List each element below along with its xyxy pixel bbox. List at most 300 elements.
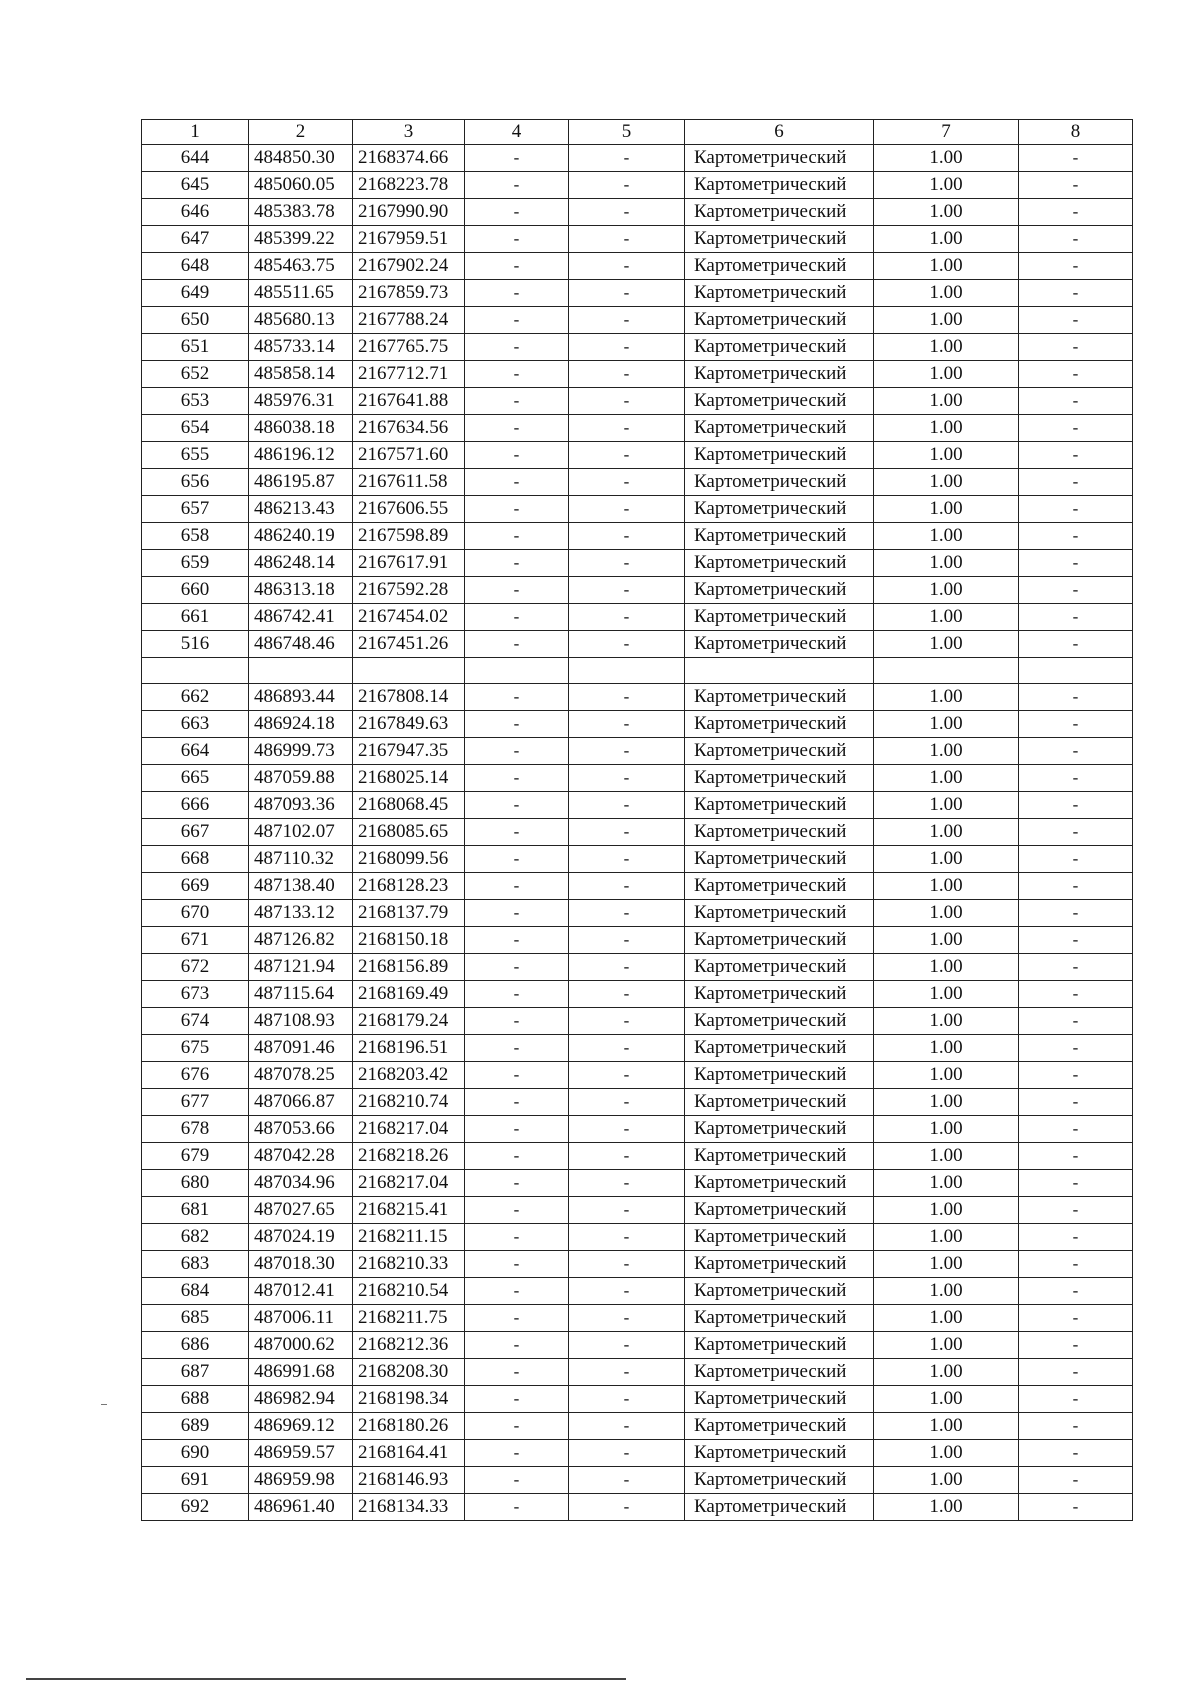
point-number-cell: 679 [142,1143,249,1170]
col4-value-cell: - [465,523,569,550]
method-cell: Картометрический [685,1278,874,1305]
col4-value-cell: - [465,388,569,415]
col5-value-cell: - [569,954,685,981]
col8-value-cell: - [1019,496,1133,523]
col4-value-cell: - [465,1224,569,1251]
col5-value-cell: - [569,738,685,765]
col8-value-cell: - [1019,684,1133,711]
col8-value-cell: - [1019,873,1133,900]
method-cell: Картометрический [685,873,874,900]
col4-value-cell: - [465,1197,569,1224]
y-coordinate-cell: 2168025.14 [353,765,465,792]
point-number-cell: 656 [142,469,249,496]
point-number-cell: 645 [142,172,249,199]
x-coordinate-cell: 485060.05 [249,172,353,199]
col4-value-cell: - [465,280,569,307]
x-coordinate-cell: 487121.94 [249,954,353,981]
col5-value-cell: - [569,846,685,873]
method-cell: Картометрический [685,792,874,819]
y-coordinate-cell: 2167712.71 [353,361,465,388]
method-cell: Картометрический [685,1035,874,1062]
col5-value-cell: - [569,577,685,604]
col4-value-cell: - [465,1089,569,1116]
x-coordinate-cell: 485733.14 [249,334,353,361]
method-cell: Картометрический [685,738,874,765]
col8-value-cell: - [1019,981,1133,1008]
col8-value-cell: - [1019,388,1133,415]
method-cell: Картометрический [685,496,874,523]
accuracy-cell: 1.00 [874,496,1019,523]
point-number-cell: 672 [142,954,249,981]
x-coordinate-cell: 487102.07 [249,819,353,846]
method-cell: Картометрический [685,415,874,442]
accuracy-cell: 1.00 [874,873,1019,900]
y-coordinate-cell: 2167611.58 [353,469,465,496]
y-coordinate-cell: 2168169.49 [353,981,465,1008]
col5-value-cell: - [569,1224,685,1251]
header-cell-2: 2 [249,120,353,145]
col4-value-cell: - [465,846,569,873]
table-row [142,1089,1133,1116]
col5-value-cell: - [569,307,685,334]
table-row [142,226,1133,253]
header-cell-5: 5 [569,120,685,145]
table-row [142,1278,1133,1305]
y-coordinate-cell: 2168164.41 [353,1440,465,1467]
header-cell-6: 6 [685,120,874,145]
table-row [142,1332,1133,1359]
scan-footer-line [26,1678,626,1680]
x-coordinate-cell: 486038.18 [249,415,353,442]
table-separator-row [142,658,1133,684]
accuracy-cell: 1.00 [874,1305,1019,1332]
table-row [142,1305,1133,1332]
col4-value-cell: - [465,307,569,334]
point-number-cell [142,658,249,684]
col5-value-cell: - [569,1440,685,1467]
point-number-cell: 680 [142,1170,249,1197]
x-coordinate-cell: 485383.78 [249,199,353,226]
accuracy-cell: 1.00 [874,1224,1019,1251]
col8-value-cell: - [1019,334,1133,361]
accuracy-cell: 1.00 [874,442,1019,469]
table-row [142,1440,1133,1467]
method-cell: Картометрический [685,1089,874,1116]
col8-value-cell: - [1019,1494,1133,1521]
y-coordinate-cell: 2167571.60 [353,442,465,469]
accuracy-cell: 1.00 [874,765,1019,792]
point-number-cell: 677 [142,1089,249,1116]
col4-value-cell: - [465,1332,569,1359]
x-coordinate-cell: 487126.82 [249,927,353,954]
y-coordinate-cell: 2167808.14 [353,684,465,711]
table-row [142,1197,1133,1224]
col8-value-cell: - [1019,604,1133,631]
accuracy-cell: 1.00 [874,523,1019,550]
x-coordinate-cell: 487034.96 [249,1170,353,1197]
accuracy-cell: 1.00 [874,415,1019,442]
method-cell: Картометрический [685,1251,874,1278]
method-cell: Картометрический [685,846,874,873]
y-coordinate-cell: 2168068.45 [353,792,465,819]
accuracy-cell: 1.00 [874,954,1019,981]
col8-value-cell: - [1019,954,1133,981]
x-coordinate-cell: 487110.32 [249,846,353,873]
x-coordinate-cell: 487093.36 [249,792,353,819]
y-coordinate-cell [353,658,465,684]
col8-value-cell: - [1019,1413,1133,1440]
table-row [142,388,1133,415]
accuracy-cell: 1.00 [874,361,1019,388]
col5-value-cell: - [569,1170,685,1197]
x-coordinate-cell: 487066.87 [249,1089,353,1116]
table-row [142,253,1133,280]
accuracy-cell: 1.00 [874,1143,1019,1170]
method-cell: Картометрический [685,577,874,604]
x-coordinate-cell: 487006.11 [249,1305,353,1332]
table-row [142,172,1133,199]
table-row [142,1062,1133,1089]
point-number-cell: 691 [142,1467,249,1494]
col4-value-cell: - [465,927,569,954]
table-row [142,442,1133,469]
y-coordinate-cell: 2168211.15 [353,1224,465,1251]
point-number-cell: 685 [142,1305,249,1332]
y-coordinate-cell: 2168137.79 [353,900,465,927]
point-number-cell: 667 [142,819,249,846]
x-coordinate-cell: 486196.12 [249,442,353,469]
x-coordinate-cell: 485463.75 [249,253,353,280]
col5-value-cell: - [569,361,685,388]
x-coordinate-cell: 486991.68 [249,1359,353,1386]
method-cell: Картометрический [685,307,874,334]
col8-value-cell: - [1019,1386,1133,1413]
col4-value-cell: - [465,1386,569,1413]
col8-value-cell: - [1019,1305,1133,1332]
method-cell: Картометрический [685,1467,874,1494]
method-cell: Картометрический [685,172,874,199]
x-coordinate-cell: 485511.65 [249,280,353,307]
col8-value-cell: - [1019,1143,1133,1170]
y-coordinate-cell: 2167765.75 [353,334,465,361]
col5-value-cell: - [569,1116,685,1143]
table-row [142,1116,1133,1143]
col8-value-cell: - [1019,819,1133,846]
x-coordinate-cell: 486240.19 [249,523,353,550]
col8-value-cell: - [1019,172,1133,199]
accuracy-cell: 1.00 [874,145,1019,172]
table-row [142,1467,1133,1494]
accuracy-cell: 1.00 [874,631,1019,658]
col5-value-cell: - [569,1035,685,1062]
col4-value-cell: - [465,1251,569,1278]
point-number-cell: 653 [142,388,249,415]
accuracy-cell: 1.00 [874,1008,1019,1035]
point-number-cell: 682 [142,1224,249,1251]
point-number-cell: 671 [142,927,249,954]
x-coordinate-cell: 486195.87 [249,469,353,496]
accuracy-cell: 1.00 [874,550,1019,577]
accuracy-cell: 1.00 [874,469,1019,496]
col5-value-cell: - [569,1143,685,1170]
method-cell: Картометрический [685,631,874,658]
col5-value-cell: - [569,927,685,954]
col4-value-cell: - [465,1305,569,1332]
accuracy-cell: 1.00 [874,172,1019,199]
point-number-cell: 663 [142,711,249,738]
table-row [142,496,1133,523]
table-row [142,1170,1133,1197]
header-cell-8: 8 [1019,120,1133,145]
col4-value-cell: - [465,1278,569,1305]
col8-value-cell: - [1019,226,1133,253]
col8-value-cell: - [1019,1278,1133,1305]
table-row [142,604,1133,631]
y-coordinate-cell: 2168179.24 [353,1008,465,1035]
col4-value-cell: - [465,577,569,604]
col8-value-cell: - [1019,280,1133,307]
col8-value-cell: - [1019,442,1133,469]
y-coordinate-cell: 2168212.36 [353,1332,465,1359]
point-number-cell: 660 [142,577,249,604]
col4-value-cell: - [465,226,569,253]
table-row [142,738,1133,765]
x-coordinate-cell: 487018.30 [249,1251,353,1278]
method-cell: Картометрический [685,1008,874,1035]
x-coordinate-cell: 487027.65 [249,1197,353,1224]
col4-value-cell: - [465,792,569,819]
point-number-cell: 675 [142,1035,249,1062]
col8-value-cell: - [1019,900,1133,927]
y-coordinate-cell: 2168150.18 [353,927,465,954]
col8-value-cell [1019,658,1133,684]
method-cell: Картометрический [685,765,874,792]
point-number-cell: 676 [142,1062,249,1089]
col8-value-cell: - [1019,631,1133,658]
col5-value-cell: - [569,1278,685,1305]
point-number-cell: 669 [142,873,249,900]
accuracy-cell: 1.00 [874,1035,1019,1062]
point-number-cell: 684 [142,1278,249,1305]
method-cell: Картометрический [685,1413,874,1440]
col4-value-cell: - [465,1467,569,1494]
accuracy-cell: 1.00 [874,738,1019,765]
col4-value-cell: - [465,1035,569,1062]
accuracy-cell: 1.00 [874,1197,1019,1224]
method-cell: Картометрический [685,981,874,1008]
point-number-cell: 689 [142,1413,249,1440]
accuracy-cell: 1.00 [874,1440,1019,1467]
col5-value-cell: - [569,172,685,199]
y-coordinate-cell: 2167788.24 [353,307,465,334]
col5-value-cell: - [569,900,685,927]
point-number-cell: 658 [142,523,249,550]
table-row [142,415,1133,442]
method-cell: Картометрический [685,954,874,981]
accuracy-cell: 1.00 [874,1413,1019,1440]
table-row [142,469,1133,496]
x-coordinate-cell: 485858.14 [249,361,353,388]
col8-value-cell: - [1019,738,1133,765]
col5-value-cell: - [569,334,685,361]
col8-value-cell: - [1019,846,1133,873]
col4-value-cell: - [465,1116,569,1143]
accuracy-cell: 1.00 [874,388,1019,415]
point-number-cell: 516 [142,631,249,658]
x-coordinate-cell: 486924.18 [249,711,353,738]
table-row [142,145,1133,172]
scan-margin-mark [101,1404,107,1405]
col5-value-cell: - [569,523,685,550]
accuracy-cell: 1.00 [874,226,1019,253]
table-row [142,684,1133,711]
col4-value-cell: - [465,900,569,927]
col4-value-cell: - [465,334,569,361]
col5-value-cell: - [569,415,685,442]
col5-value-cell: - [569,145,685,172]
y-coordinate-cell: 2167641.88 [353,388,465,415]
x-coordinate-cell: 487042.28 [249,1143,353,1170]
x-coordinate-cell: 486999.73 [249,738,353,765]
point-number-cell: 664 [142,738,249,765]
accuracy-cell: 1.00 [874,981,1019,1008]
point-number-cell: 652 [142,361,249,388]
y-coordinate-cell: 2167859.73 [353,280,465,307]
point-number-cell: 649 [142,280,249,307]
col5-value-cell: - [569,1413,685,1440]
col4-value-cell: - [465,1494,569,1521]
col8-value-cell: - [1019,1440,1133,1467]
col8-value-cell: - [1019,199,1133,226]
accuracy-cell: 1.00 [874,1116,1019,1143]
point-number-cell: 654 [142,415,249,442]
y-coordinate-cell: 2167592.28 [353,577,465,604]
col5-value-cell: - [569,226,685,253]
col4-value-cell: - [465,253,569,280]
y-coordinate-cell: 2167947.35 [353,738,465,765]
point-number-cell: 661 [142,604,249,631]
method-cell: Картометрический [685,1440,874,1467]
y-coordinate-cell: 2167451.26 [353,631,465,658]
header-cell-3: 3 [353,120,465,145]
col4-value-cell: - [465,604,569,631]
accuracy-cell: 1.00 [874,819,1019,846]
y-coordinate-cell: 2167959.51 [353,226,465,253]
table-row [142,1413,1133,1440]
col4-value-cell: - [465,145,569,172]
col8-value-cell: - [1019,1197,1133,1224]
x-coordinate-cell: 487133.12 [249,900,353,927]
col8-value-cell: - [1019,1062,1133,1089]
x-coordinate-cell: 486313.18 [249,577,353,604]
x-coordinate-cell: 486969.12 [249,1413,353,1440]
table-row [142,523,1133,550]
col4-value-cell: - [465,1413,569,1440]
accuracy-cell: 1.00 [874,1089,1019,1116]
accuracy-cell: 1.00 [874,1386,1019,1413]
method-cell: Картометрический [685,1494,874,1521]
method-cell: Картометрический [685,900,874,927]
point-number-cell: 657 [142,496,249,523]
method-cell: Картометрический [685,253,874,280]
x-coordinate-cell: 486961.40 [249,1494,353,1521]
table-row [142,631,1133,658]
method-cell: Картометрический [685,442,874,469]
col4-value-cell: - [465,684,569,711]
col5-value-cell: - [569,1332,685,1359]
y-coordinate-cell: 2167606.55 [353,496,465,523]
method-cell: Картометрический [685,1332,874,1359]
accuracy-cell: 1.00 [874,846,1019,873]
col5-value-cell: - [569,469,685,496]
table-row [142,550,1133,577]
y-coordinate-cell: 2168099.56 [353,846,465,873]
x-coordinate-cell: 487115.64 [249,981,353,1008]
col8-value-cell: - [1019,307,1133,334]
table-row [142,307,1133,334]
point-number-cell: 692 [142,1494,249,1521]
point-number-cell: 687 [142,1359,249,1386]
table-row [142,199,1133,226]
col5-value-cell [569,658,685,684]
col4-value-cell: - [465,981,569,1008]
accuracy-cell: 1.00 [874,307,1019,334]
method-cell: Картометрический [685,819,874,846]
y-coordinate-cell: 2168218.26 [353,1143,465,1170]
col5-value-cell: - [569,819,685,846]
col8-value-cell: - [1019,1008,1133,1035]
table-row [142,711,1133,738]
col4-value-cell: - [465,361,569,388]
table-row [142,1035,1133,1062]
col4-value-cell: - [465,711,569,738]
col5-value-cell: - [569,765,685,792]
method-cell: Картометрический [685,1305,874,1332]
method-cell: Картометрический [685,1197,874,1224]
col4-value-cell: - [465,415,569,442]
accuracy-cell: 1.00 [874,1278,1019,1305]
y-coordinate-cell: 2168211.75 [353,1305,465,1332]
accuracy-cell: 1.00 [874,604,1019,631]
accuracy-cell: 1.00 [874,280,1019,307]
table-row [142,900,1133,927]
y-coordinate-cell: 2168128.23 [353,873,465,900]
accuracy-cell: 1.00 [874,792,1019,819]
point-number-cell: 655 [142,442,249,469]
y-coordinate-cell: 2168146.93 [353,1467,465,1494]
table-row [142,873,1133,900]
col5-value-cell: - [569,496,685,523]
y-coordinate-cell: 2168203.42 [353,1062,465,1089]
accuracy-cell [874,658,1019,684]
table-row [142,361,1133,388]
x-coordinate-cell: 484850.30 [249,145,353,172]
table-header-row [142,120,1133,145]
col5-value-cell: - [569,1197,685,1224]
point-number-cell: 651 [142,334,249,361]
col4-value-cell: - [465,172,569,199]
col8-value-cell: - [1019,1035,1133,1062]
x-coordinate-cell: 487078.25 [249,1062,353,1089]
col5-value-cell: - [569,981,685,1008]
col8-value-cell: - [1019,711,1133,738]
point-number-cell: 666 [142,792,249,819]
method-cell: Картометрический [685,1386,874,1413]
col8-value-cell: - [1019,550,1133,577]
point-number-cell: 678 [142,1116,249,1143]
col5-value-cell: - [569,1467,685,1494]
table-row [142,1386,1133,1413]
